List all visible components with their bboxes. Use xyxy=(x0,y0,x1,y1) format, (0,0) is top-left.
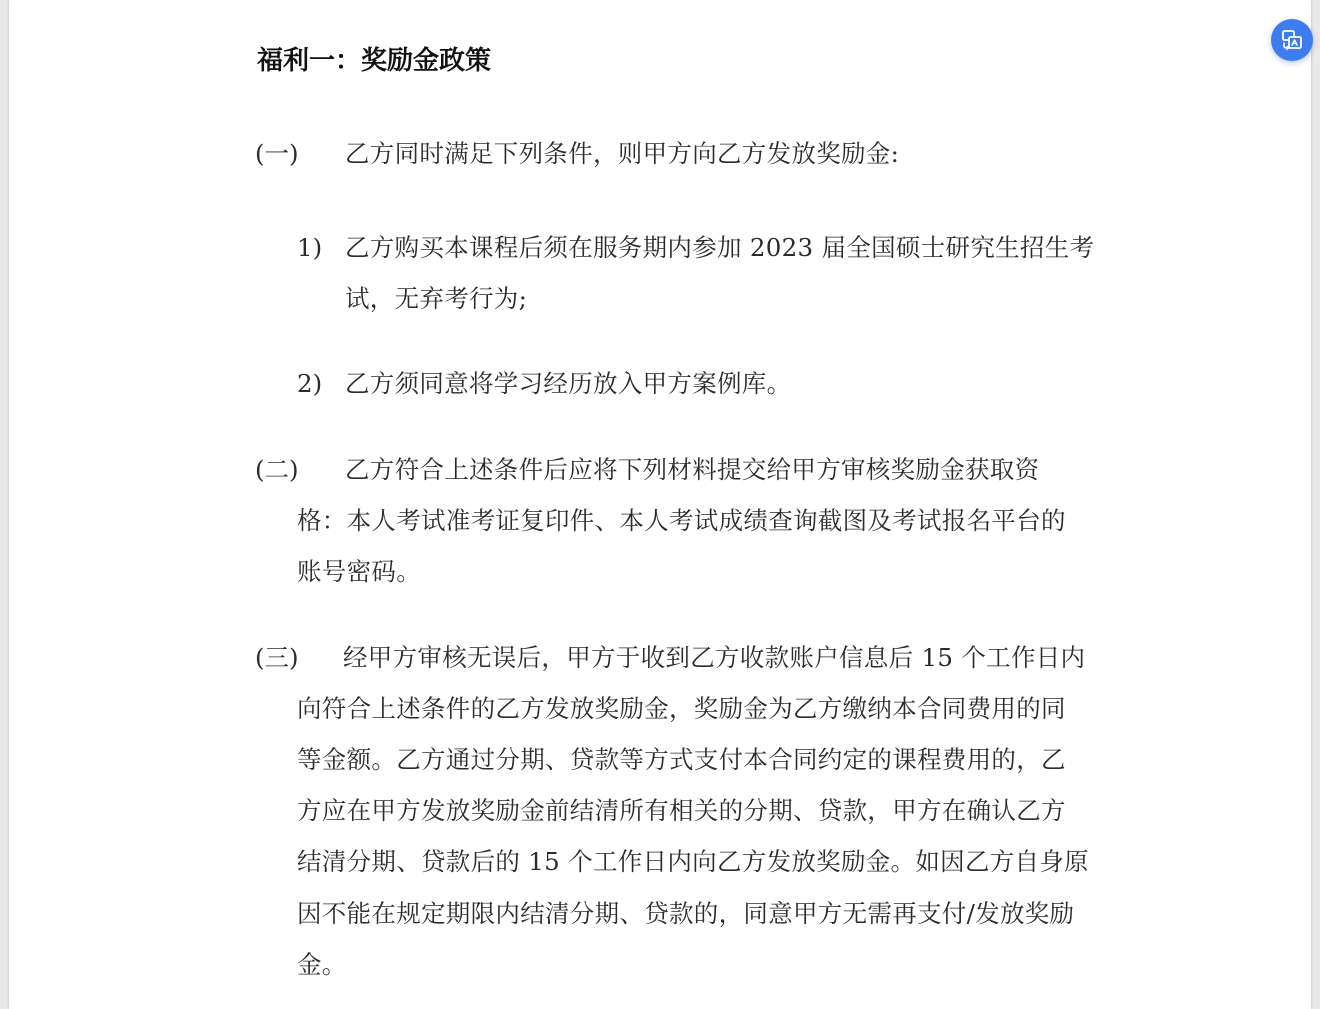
section-3-line-4: 方应在甲方发放奖励金前结清所有相关的分期、贷款，甲方在确认乙方 xyxy=(297,796,1066,825)
document-content xyxy=(9,0,1311,1009)
section-3-marker: (三) xyxy=(255,643,299,672)
section-1-marker: (一) xyxy=(255,139,299,168)
section-3-line-1: 经甲方审核无误后，甲方于收到乙方收款账户信息后 15 个工作日内 xyxy=(343,643,1086,672)
item-1-marker: 1) xyxy=(297,233,323,262)
section-2-marker: (二) xyxy=(255,455,299,484)
section-3-line-7: 金。 xyxy=(297,950,347,979)
page-title: 福利一：奖励金政策 xyxy=(257,46,492,76)
item-2-line-1: 乙方须同意将学习经历放入甲方案例库。 xyxy=(345,369,792,398)
section-3-line-2: 向符合上述条件的乙方发放奖励金，奖励金为乙方缴纳本合同费用的同 xyxy=(297,694,1066,723)
section-3-line-6: 因不能在规定期限内结清分期、贷款的，同意甲方无需再支付/发放奖励 xyxy=(297,899,1075,928)
section-2-line-3: 账号密码。 xyxy=(297,557,421,586)
item-1-line-1: 乙方购买本课程后须在服务期内参加 2023 届全国硕士研究生招生考 xyxy=(345,233,1095,262)
section-1-intro: 乙方同时满足下列条件，则甲方向乙方发放奖励金: xyxy=(345,139,900,168)
section-2-line-1: 乙方符合上述条件后应将下列材料提交给甲方审核奖励金获取资 xyxy=(345,455,1040,484)
item-2-marker: 2) xyxy=(297,369,323,398)
item-1-line-2: 试，无弃考行为; xyxy=(345,284,528,313)
section-3-line-5: 结清分期、贷款后的 15 个工作日内向乙方发放奖励金。如因乙方自身原 xyxy=(297,847,1089,876)
section-3-line-3: 等金额。乙方通过分期、贷款等方式支付本合同约定的课程费用的，乙 xyxy=(297,745,1066,774)
document-page xyxy=(9,0,1311,1009)
translate-screenshot-button[interactable] xyxy=(1271,19,1313,61)
translate-screenshot-icon xyxy=(1281,29,1303,51)
section-2-line-2: 格：本人考试准考证复印件、本人考试成绩查询截图及考试报名平台的 xyxy=(297,506,1066,535)
